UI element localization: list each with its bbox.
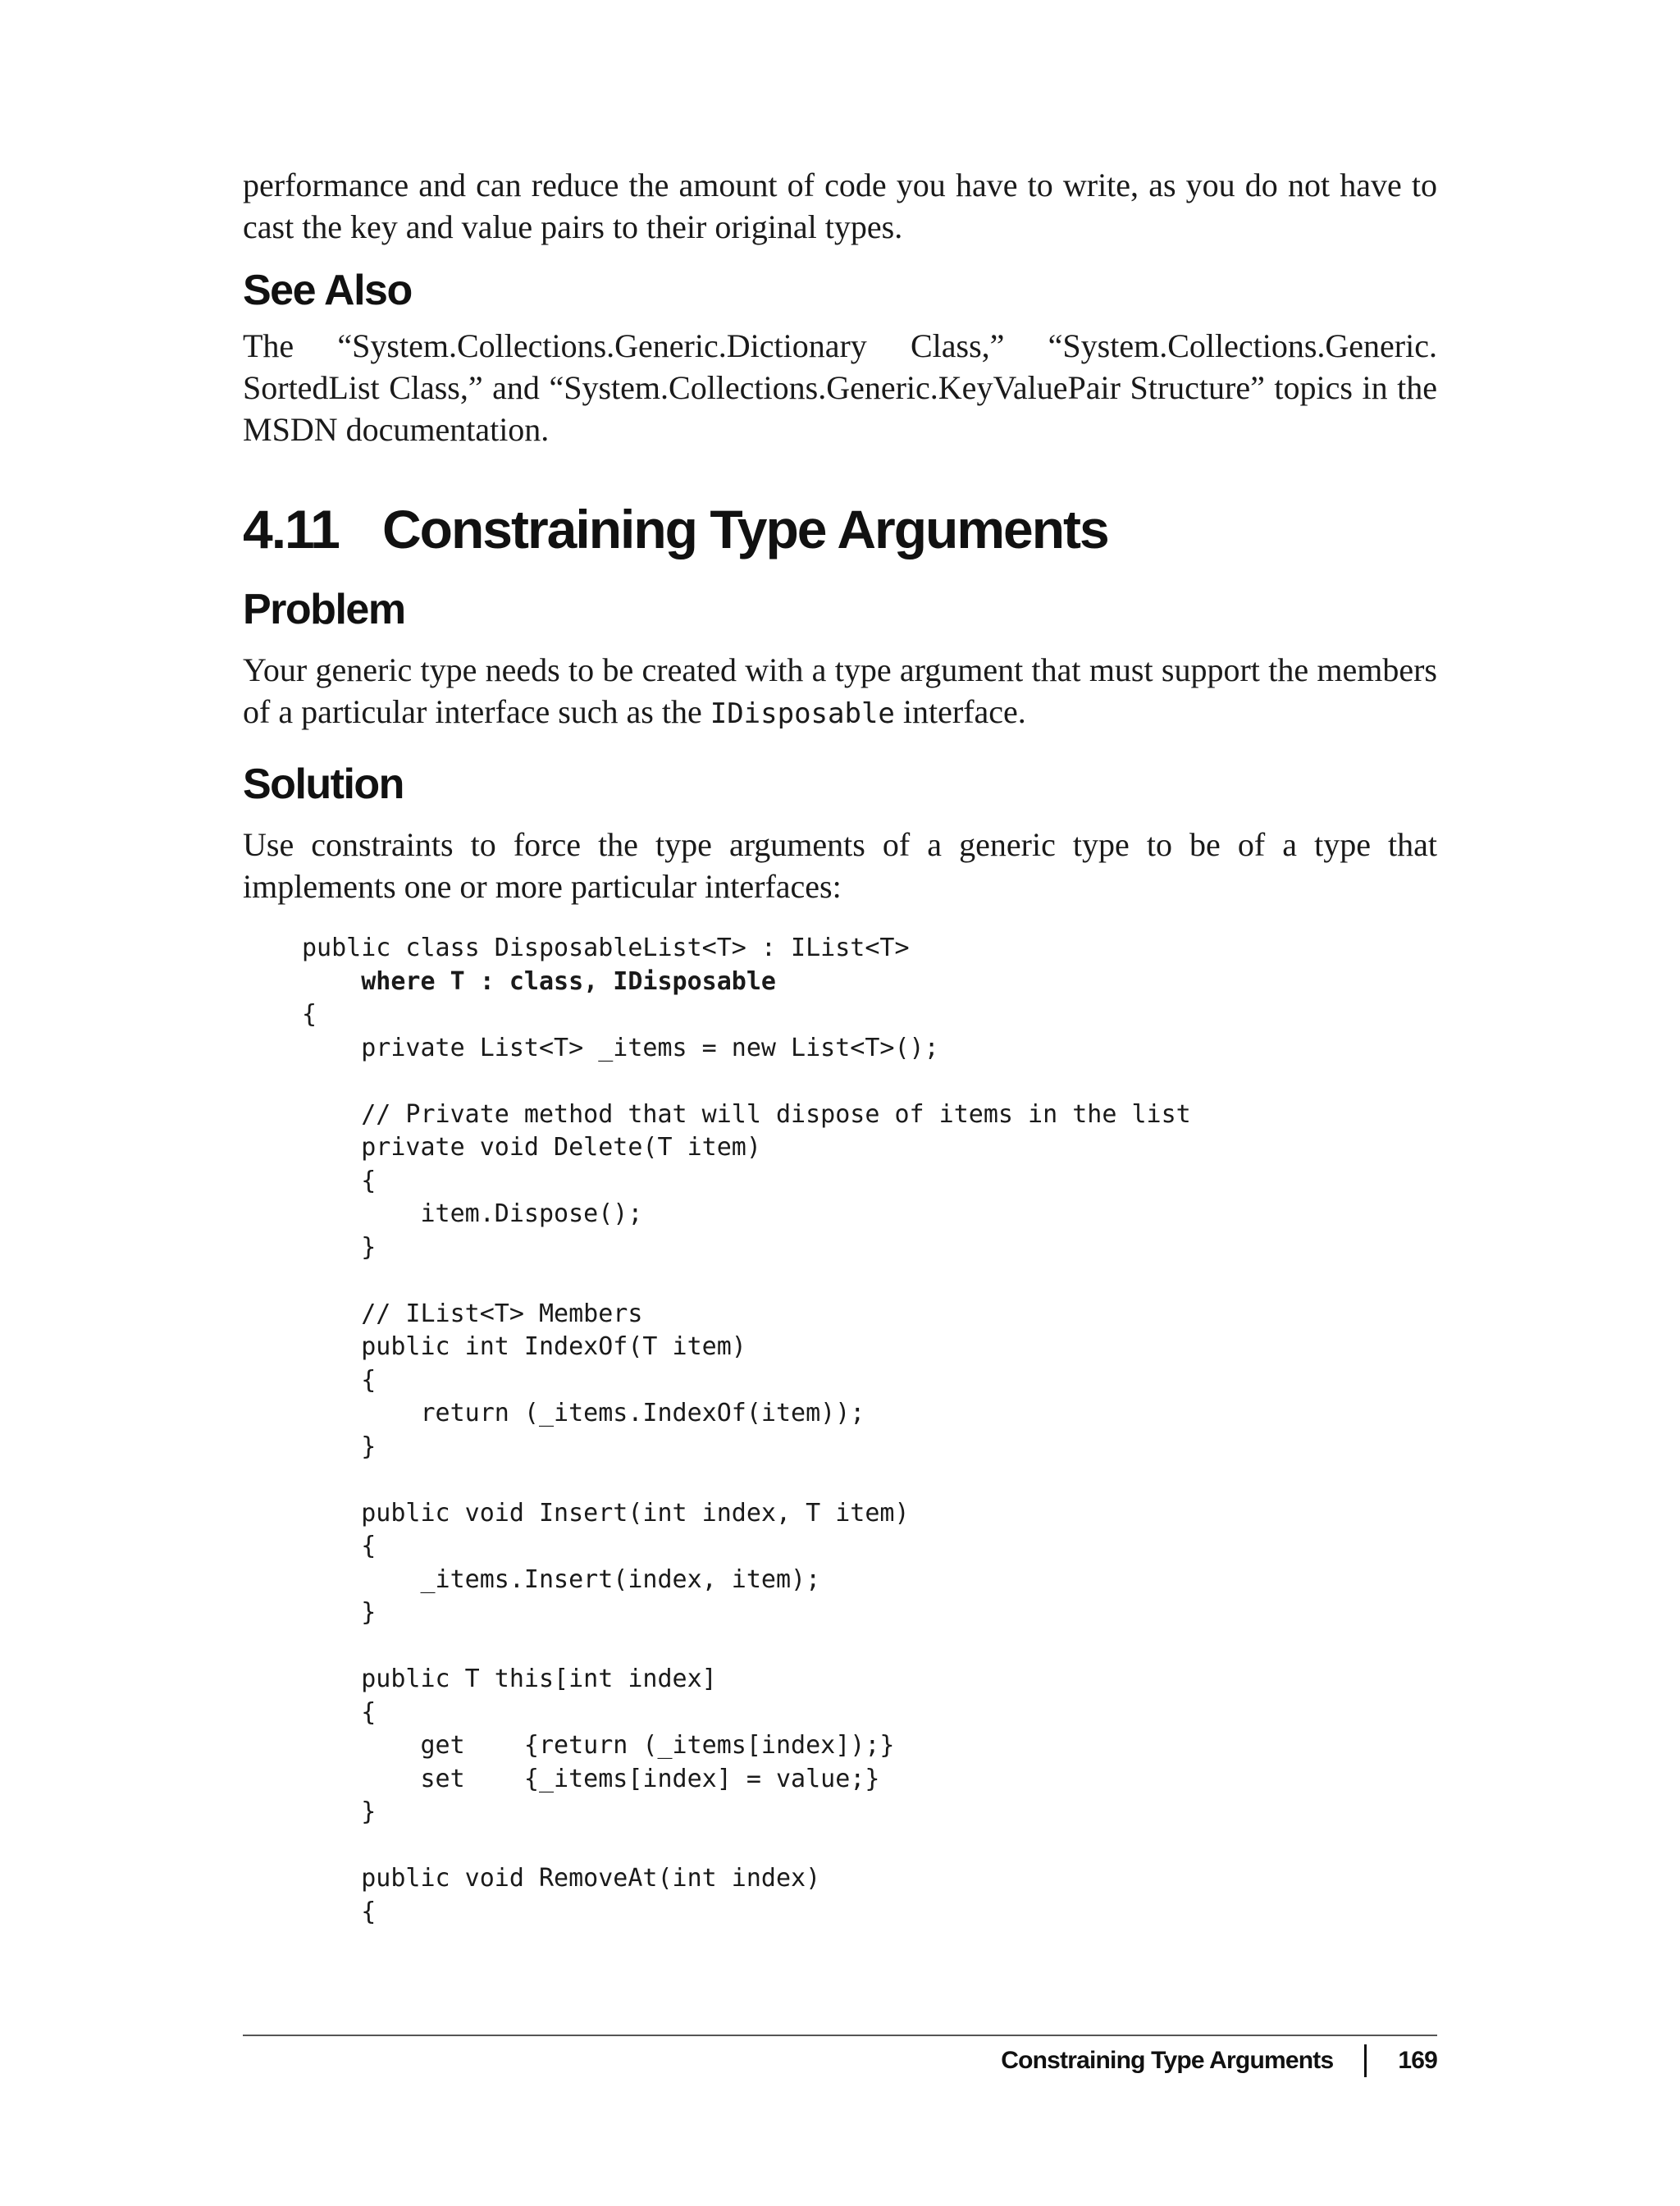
code-line: return (_items.IndexOf(item)); xyxy=(302,1399,865,1427)
solution-heading: Solution xyxy=(243,760,404,808)
code-line: public void RemoveAt(int index) xyxy=(302,1864,821,1893)
code-line: // IList<T> Members xyxy=(302,1299,643,1328)
footer-separator xyxy=(1364,2044,1367,2077)
section-number: 4.11 xyxy=(243,499,339,559)
section-heading xyxy=(243,498,1437,560)
problem-heading: Problem xyxy=(243,586,405,633)
section-title: Constraining Type Arguments xyxy=(382,499,1108,559)
intro-paragraph: performance and can reduce the amount of code you have to write, as you do not have to cast the key and value pairs to their original types. xyxy=(243,167,1437,245)
problem-inline-code: IDisposable xyxy=(710,697,895,730)
code-line: public class DisposableList<T> : IList<T> xyxy=(302,934,910,962)
code-line xyxy=(302,1630,1437,1664)
code-line xyxy=(302,1464,1437,1497)
code-line xyxy=(302,1829,1437,1863)
running-title: Constraining Type Arguments xyxy=(1001,2047,1334,2074)
code-line: } xyxy=(302,1232,377,1262)
code-line: } xyxy=(302,1598,377,1627)
code-line: { xyxy=(302,1166,377,1195)
code-line: item.Dispose(); xyxy=(302,1199,643,1228)
footer-rule xyxy=(243,2035,1437,2036)
code-line: where T : class, IDisposable xyxy=(302,966,776,996)
code-line: { xyxy=(302,1532,377,1560)
code-line: // Private method that will dispose of items in the list xyxy=(302,1099,1191,1129)
page-content xyxy=(243,164,1437,1929)
code-line: { xyxy=(302,1697,377,1727)
code-line: { xyxy=(302,1000,317,1029)
solution-text: Use constraints to force the type arguments of a generic type to be of a type that implements one or more particular interfaces: xyxy=(243,826,1437,905)
code-line: } xyxy=(302,1797,377,1826)
code-line: private void Delete(T item) xyxy=(302,1133,761,1162)
code-line: public int IndexOf(T item) xyxy=(302,1332,746,1361)
code-line: { xyxy=(302,1365,377,1395)
problem-text xyxy=(243,649,1437,735)
code-line: { xyxy=(302,1897,377,1926)
problem-text-before: Your generic type needs to be created with a type argument that must support the members of a particular interface such as the xyxy=(243,651,1437,730)
code-line: set {_items[index] = value;} xyxy=(302,1764,880,1793)
code-line: public void Insert(int index, T item) xyxy=(302,1498,910,1528)
code-line: } xyxy=(302,1432,377,1461)
see-also-heading: See Also xyxy=(243,267,412,314)
code-line: private List<T> _items = new List<T>(); xyxy=(302,1033,939,1062)
page-number: 169 xyxy=(1398,2047,1437,2074)
code-line xyxy=(302,1264,1437,1298)
code-line xyxy=(302,1065,1437,1098)
code-line: public T this[int index] xyxy=(302,1665,717,1693)
code-line: _items.Insert(index, item); xyxy=(302,1564,821,1594)
code-listing xyxy=(302,932,1437,1929)
see-also-text: The “System.Collections.Generic.Dictionary Class,” “System.Collections.Generic. SortedList Class,” and “System.Collections.Generic.KeyValuePair Structure” topics in the MSDN documentation. xyxy=(243,327,1437,448)
page-footer xyxy=(1001,2044,1437,2077)
problem-text-after: interface. xyxy=(894,693,1026,730)
code-line: get {return (_items[index]);} xyxy=(302,1731,895,1760)
